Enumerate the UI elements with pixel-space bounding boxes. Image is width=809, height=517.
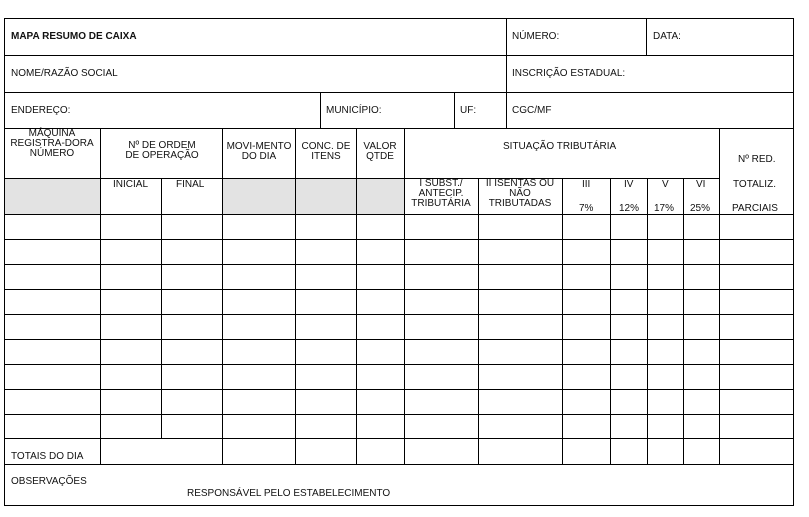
rule <box>506 18 507 92</box>
rule <box>4 128 794 129</box>
rule <box>454 92 455 128</box>
col-red: Nº RED. <box>738 154 776 165</box>
col-rule <box>478 178 479 464</box>
col-rule <box>610 178 611 464</box>
row-rule <box>4 389 794 390</box>
row-rule <box>4 314 794 315</box>
col-ordem: Nº DE ORDEM DE OPERAÇÃO <box>125 140 199 161</box>
col-iv: IV <box>624 179 634 190</box>
col-inicial: INICIAL <box>113 179 149 190</box>
col-valor: VALOR QTDE <box>363 141 397 162</box>
row-rule <box>4 289 794 290</box>
border <box>4 505 794 506</box>
numero-label: NÚMERO: <box>512 31 560 42</box>
col-vi-rate: 25% <box>690 203 711 214</box>
row-rule <box>4 438 794 439</box>
nome-label: NOME/RAZÃO SOCIAL <box>11 68 118 79</box>
cgc-label: CGC/MF <box>512 105 552 116</box>
col-rule <box>222 128 223 464</box>
shaded-cell <box>295 178 356 214</box>
rule <box>4 178 720 179</box>
shaded-cell <box>4 178 100 214</box>
row-rule <box>4 414 794 415</box>
col-rule <box>562 178 563 464</box>
col-v-rate: 17% <box>654 203 675 214</box>
col-rule <box>356 128 357 464</box>
col-v: V <box>662 179 669 190</box>
col-ii-isentas: II ISENTAS OU NÃO TRIBUTADAS <box>485 178 555 209</box>
col-iii-rate: 7% <box>579 203 594 214</box>
form-title: MAPA RESUMO DE CAIXA <box>11 31 137 42</box>
cash-summary-form <box>4 18 794 506</box>
shaded-cell <box>356 178 404 214</box>
col-totaliz: TOTALIZ. <box>733 179 776 190</box>
col-iii: III <box>582 179 591 190</box>
col-maquina: MÁQUINA REGISTRA-DORA NÚMERO <box>10 128 94 159</box>
uf-label: UF: <box>460 105 477 116</box>
col-movimento: MOVI-MENTO DO DIA <box>226 141 292 162</box>
observacoes-label: OBSERVAÇÕES <box>11 476 87 487</box>
inscricao-label: INSCRIÇÃO ESTADUAL: <box>512 68 626 79</box>
endereco-label: ENDEREÇO: <box>11 105 71 116</box>
rule <box>320 92 321 128</box>
rule <box>646 18 647 55</box>
col-parciais: PARCIAIS <box>732 203 778 214</box>
col-conc: CONC. DE ITENS <box>301 141 351 162</box>
responsavel-label: RESPONSÁVEL PELO ESTABELECIMENTO <box>187 488 391 499</box>
col-rule <box>719 128 720 464</box>
rule <box>4 92 794 93</box>
col-vi: VI <box>696 179 706 190</box>
row-rule <box>4 264 794 265</box>
rule <box>4 55 794 56</box>
row-rule <box>4 339 794 340</box>
row-rule <box>4 239 794 240</box>
municipio-label: MUNICÍPIO: <box>326 105 382 116</box>
col-rule <box>295 128 296 464</box>
row-rule <box>4 364 794 365</box>
shaded-cell <box>222 178 295 214</box>
col-final: FINAL <box>176 179 205 190</box>
col-i-subst: I SUBST./ ANTECIP. TRIBUTÁRIA <box>411 178 471 209</box>
col-rule <box>647 178 648 464</box>
col-rule <box>161 178 162 438</box>
col-situacao: SITUAÇÃO TRIBUTÁRIA <box>503 141 617 152</box>
col-rule <box>100 128 101 464</box>
data-label: DATA: <box>653 31 681 42</box>
col-rule <box>683 178 684 464</box>
rule <box>4 214 794 215</box>
border <box>4 18 794 19</box>
row-rule <box>4 464 794 465</box>
col-iv-rate: 12% <box>619 203 640 214</box>
totais-label: TOTAIS DO DIA <box>11 451 84 462</box>
rule <box>506 92 507 128</box>
